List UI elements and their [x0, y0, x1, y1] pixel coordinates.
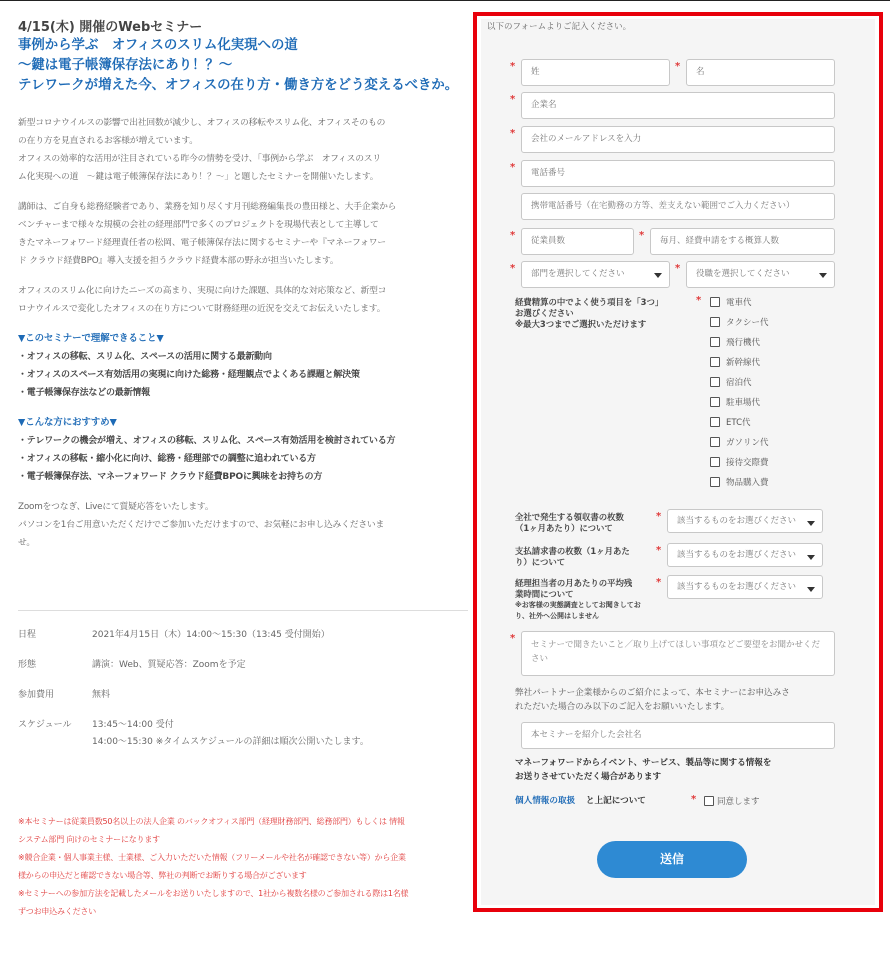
privacy-row: [515, 794, 646, 808]
label-line: 経理担当者の月あたりの平均残: [515, 578, 633, 588]
overtime-question-label: [515, 578, 660, 622]
seminar-title-line1: 事例から学ぶ オフィスのスリム化実現への道: [18, 38, 298, 53]
required-mark: *: [656, 511, 662, 522]
label-note: り、社外へ公開はしません: [515, 612, 599, 620]
checkbox-label: タクシー代: [726, 318, 769, 328]
partner-text: [515, 686, 845, 714]
receipts-select[interactable]: 該当するものをお選びください: [667, 509, 823, 533]
label-line: 業時間について: [515, 589, 574, 599]
label-line: り）について: [515, 557, 566, 567]
mobile-input[interactable]: 携帯電話番号（在宅勤務の方等、差支えない範囲でご入力ください）: [521, 193, 835, 220]
label-line: お選びください: [515, 308, 574, 318]
privacy-policy-link[interactable]: 個人情報の取扱: [515, 796, 576, 806]
intro-paragraph-3: [18, 282, 468, 318]
required-mark: *: [510, 230, 516, 241]
checkbox-purchases[interactable]: [710, 476, 769, 490]
zoom-info: [18, 498, 468, 552]
required-mark: *: [675, 61, 681, 72]
note-line: システム部門 向けのセミナーになります: [18, 835, 160, 844]
company-input[interactable]: 企業名: [521, 92, 835, 119]
mf-info-text: [515, 756, 845, 784]
schedule-line: 14:00〜15:30 ※タイムスケジュールの詳細は順次公開いたします。: [92, 737, 369, 747]
info-key: スケジュール: [18, 720, 72, 730]
checkbox-box[interactable]: [710, 457, 720, 467]
submit-button[interactable]: 送信: [597, 841, 747, 878]
checkbox-gasoline[interactable]: [710, 436, 769, 450]
required-mark: *: [510, 61, 516, 72]
first-name-input[interactable]: 名: [686, 59, 835, 86]
note-line: 様からの申込だと確認できない場合等、弊社の判断でお断りする場合がございます: [18, 871, 307, 880]
required-mark: *: [656, 545, 662, 556]
checkbox-label: ETC代: [726, 418, 751, 428]
info-value: 講演：Web、質疑応答：Zoomを予定: [92, 660, 246, 670]
text-line: せ。: [18, 538, 35, 548]
checkbox-parking[interactable]: [710, 396, 760, 410]
invoices-question-label: [515, 546, 660, 568]
label-line: 経費精算の中でよく使う項目を「3つ」: [515, 297, 664, 307]
seminar-title-line3: テレワークが増えた今、オフィスの在り方・働き方をどう変えるべきか。: [18, 78, 459, 93]
checkbox-box[interactable]: [710, 397, 720, 407]
text-line: きたマネーフォワード経理責任者の松岡、電子帳簿保存法に関するセミナーや『マネーフォワー: [18, 238, 386, 248]
text-line: パソコンを1台ご用意いただくだけでご参加いただけますので、お気軽にお申し込みくださいま: [18, 520, 385, 530]
required-mark: *: [510, 633, 516, 644]
target-item: ・テレワークの機会が増え、オフィスの移転、スリム化、スペース有効活用を検討されている方: [18, 436, 396, 446]
text-line: れただいた場合のみ以下のご記入をお願いいたします。: [515, 702, 730, 712]
note-line: ※本セミナーは従業員数50名以上の法人企業 のバックオフィス部門（経理財務部門、総務部門）もしくは 情報: [18, 817, 405, 826]
required-mark: *: [510, 263, 516, 274]
info-key: 参加費用: [18, 690, 55, 700]
checkbox-box[interactable]: [710, 297, 720, 307]
agree-checkbox[interactable]: [704, 795, 760, 809]
receipts-question-label: [515, 512, 660, 534]
required-mark: *: [696, 295, 702, 306]
form-intro: 以下のフォームよりご記入ください。: [487, 22, 632, 32]
expense-users-input[interactable]: 毎月、経費申請をする概算人数: [650, 228, 835, 255]
checkbox-box[interactable]: [710, 437, 720, 447]
partner-company-input[interactable]: 本セミナーを紹介した会社名: [521, 722, 835, 749]
seminar-title-line2: 〜鍵は電子帳簿保存法にあり！？〜: [18, 58, 233, 73]
checkbox-label: 同意します: [717, 797, 760, 807]
checkbox-label: 物品購入費: [726, 478, 769, 488]
checkbox-label: 電車代: [726, 298, 752, 308]
text-line: マネーフォワードからイベント、サービス、製品等に関する情報を: [515, 758, 772, 768]
label-note: ※お客様の実態調査としてお聞きしてお: [515, 601, 641, 609]
text-line: ロナウイルスで変化したオフィスの在り方について財務経理の近況を交えてお伝えいたします。: [18, 304, 386, 314]
required-mark: *: [510, 128, 516, 139]
schedule-line: 13:45〜14:00 受付: [92, 720, 174, 730]
invoices-select[interactable]: 該当するものをお選びください: [667, 543, 823, 567]
required-mark: *: [691, 794, 697, 805]
text-line: Zoomをつなぎ、Liveにて質疑応答をいたします。: [18, 502, 214, 512]
checkbox-airfare[interactable]: [710, 336, 760, 350]
notes: [18, 813, 468, 921]
target-item: ・オフィスの移転・縮小化に向け、総務・経理部での調整に追われている方: [18, 454, 316, 464]
checkbox-box[interactable]: [710, 377, 720, 387]
registration-form: [481, 19, 875, 905]
text-line: ム化実現への道 〜鍵は電子帳簿保存法にあり！？〜」と題したセミナーを開催いたします。: [18, 172, 379, 182]
target-item: ・電子帳簿保存法、マネーフォワード クラウド経費BPOに興味をお持ちの方: [18, 472, 323, 482]
checkbox-box[interactable]: [710, 477, 720, 487]
required-mark: *: [510, 162, 516, 173]
text-line: 新型コロナウイルスの影響で出社回数が減少し、オフィスの移転やスリム化、オフィスそのもの: [18, 118, 386, 128]
required-mark: *: [510, 94, 516, 105]
text-line: オフィスの効率的な活用が注目されている昨今の情勢を受け、「事例から学ぶ オフィスのスリ: [18, 154, 381, 164]
text-line: の在り方を見直されるお客様が増えています。: [18, 136, 198, 146]
checkbox-hotel[interactable]: [710, 376, 752, 390]
info-row-format: [18, 657, 468, 687]
checkbox-label: ガソリン代: [726, 438, 769, 448]
text-line: 講師は、ご自身も総務経験者であり、業務を知り尽くす月刊総務編集長の豊田様と、大手企業から: [18, 202, 397, 212]
text-line: 弊社パートナー企業様からのご紹介によって、本セミナーにお申込みさ: [515, 688, 790, 698]
note-line: ※競合企業・個人事業主様、士業様、ご入力いただいた情報（フリーメールや社名が確認できない等）から企業: [18, 853, 406, 862]
info-key: 日程: [18, 630, 37, 640]
learn-section-title: ▼このセミナーで理解できること▼: [18, 333, 164, 344]
department-select[interactable]: 部門を選択してください: [521, 261, 670, 288]
seminar-description: [18, 15, 468, 960]
text-line: ド クラウド経費BPO』導入支援を担うクラウド経費本部の野永が担当いたします。: [18, 256, 339, 266]
info-key: 形態: [18, 660, 37, 670]
label-line: （1ヶ月あたり）について: [515, 523, 613, 533]
checkbox-box[interactable]: [704, 796, 714, 806]
checkbox-train[interactable]: [710, 296, 752, 310]
expense-question-label: [515, 297, 705, 330]
info-value: 2021年4月15日（木）14:00〜15:30（13:45 受付開始）: [92, 630, 330, 640]
required-mark: *: [639, 230, 645, 241]
text-line: お送りさせていただく場合があります: [515, 772, 662, 782]
info-row-schedule: [18, 717, 468, 757]
privacy-suffix: と上記について: [585, 796, 646, 806]
employees-input[interactable]: 従業員数: [521, 228, 634, 255]
required-mark: *: [656, 577, 662, 588]
learn-item: ・オフィスのスペース有効活用の実現に向けた総務・経理観点でよくある課題と解決策: [18, 370, 360, 380]
checkbox-shinkansen[interactable]: [710, 356, 760, 370]
checkbox-box[interactable]: [710, 417, 720, 427]
note-line: ※セミナーへの参加方法を記載したメールをお送りいたしますので、1社から複数名様のご参加される際は1名様: [18, 889, 409, 898]
text-line: オフィスのスリム化に向けたニーズの高まり、実現に向けた課題、具体的な対応策など、新型コ: [18, 286, 387, 296]
label-line: ※最大3つまでご選択いただけます: [515, 319, 647, 329]
learn-item: ・オフィスの移転、スリム化、スペースの活用に関する最新動向: [18, 352, 272, 362]
intro-paragraph-2: [18, 198, 468, 270]
phone-input[interactable]: 電話番号: [521, 160, 835, 187]
last-name-input[interactable]: 姓: [521, 59, 670, 86]
checkbox-label: 接待交際費: [726, 458, 769, 468]
info-value: 無料: [92, 690, 111, 700]
checkbox-etc[interactable]: [710, 416, 751, 430]
required-mark: *: [675, 263, 681, 274]
checkbox-label: 飛行機代: [726, 338, 761, 348]
target-section-title: ▼こんな方におすすめ▼: [18, 417, 117, 428]
email-input[interactable]: 会社のメールアドレスを入力: [521, 126, 835, 153]
label-line: 全社で発生する領収書の枚数: [515, 512, 624, 522]
checkbox-entertainment[interactable]: [710, 456, 769, 470]
learn-item: ・電子帳簿保存法などの最新情報: [18, 388, 151, 398]
checkbox-taxi[interactable]: [710, 316, 769, 330]
comment-textarea[interactable]: セミナーで聞きたいこと／取り上げてほしい事項などご要望をお聞かせください: [521, 631, 835, 676]
note-line: ずつお申込みください: [18, 907, 96, 916]
role-select[interactable]: 役職を選択してください: [686, 261, 835, 288]
text-line: ベンチャーまで様々な規模の会社の経理部門で多くのプロジェクトを現場代表として主導して: [18, 220, 379, 230]
checkbox-box[interactable]: [710, 317, 720, 327]
info-value: [92, 717, 369, 751]
checkbox-label: 新幹線代: [726, 358, 761, 368]
info-row-date: [18, 627, 468, 657]
overtime-select[interactable]: 該当するものをお選びください: [667, 575, 823, 599]
intro-paragraph-1: [18, 114, 468, 186]
label-line: 支払請求書の枚数（1ヶ月あた: [515, 546, 630, 556]
checkbox-label: 宿泊代: [726, 378, 752, 388]
checkbox-label: 駐車場代: [726, 398, 761, 408]
info-row-fee: [18, 687, 468, 717]
checkbox-box[interactable]: [710, 357, 720, 367]
checkbox-box[interactable]: [710, 337, 720, 347]
seminar-date: 4/15(木) 開催のWebセミナー: [18, 20, 203, 35]
